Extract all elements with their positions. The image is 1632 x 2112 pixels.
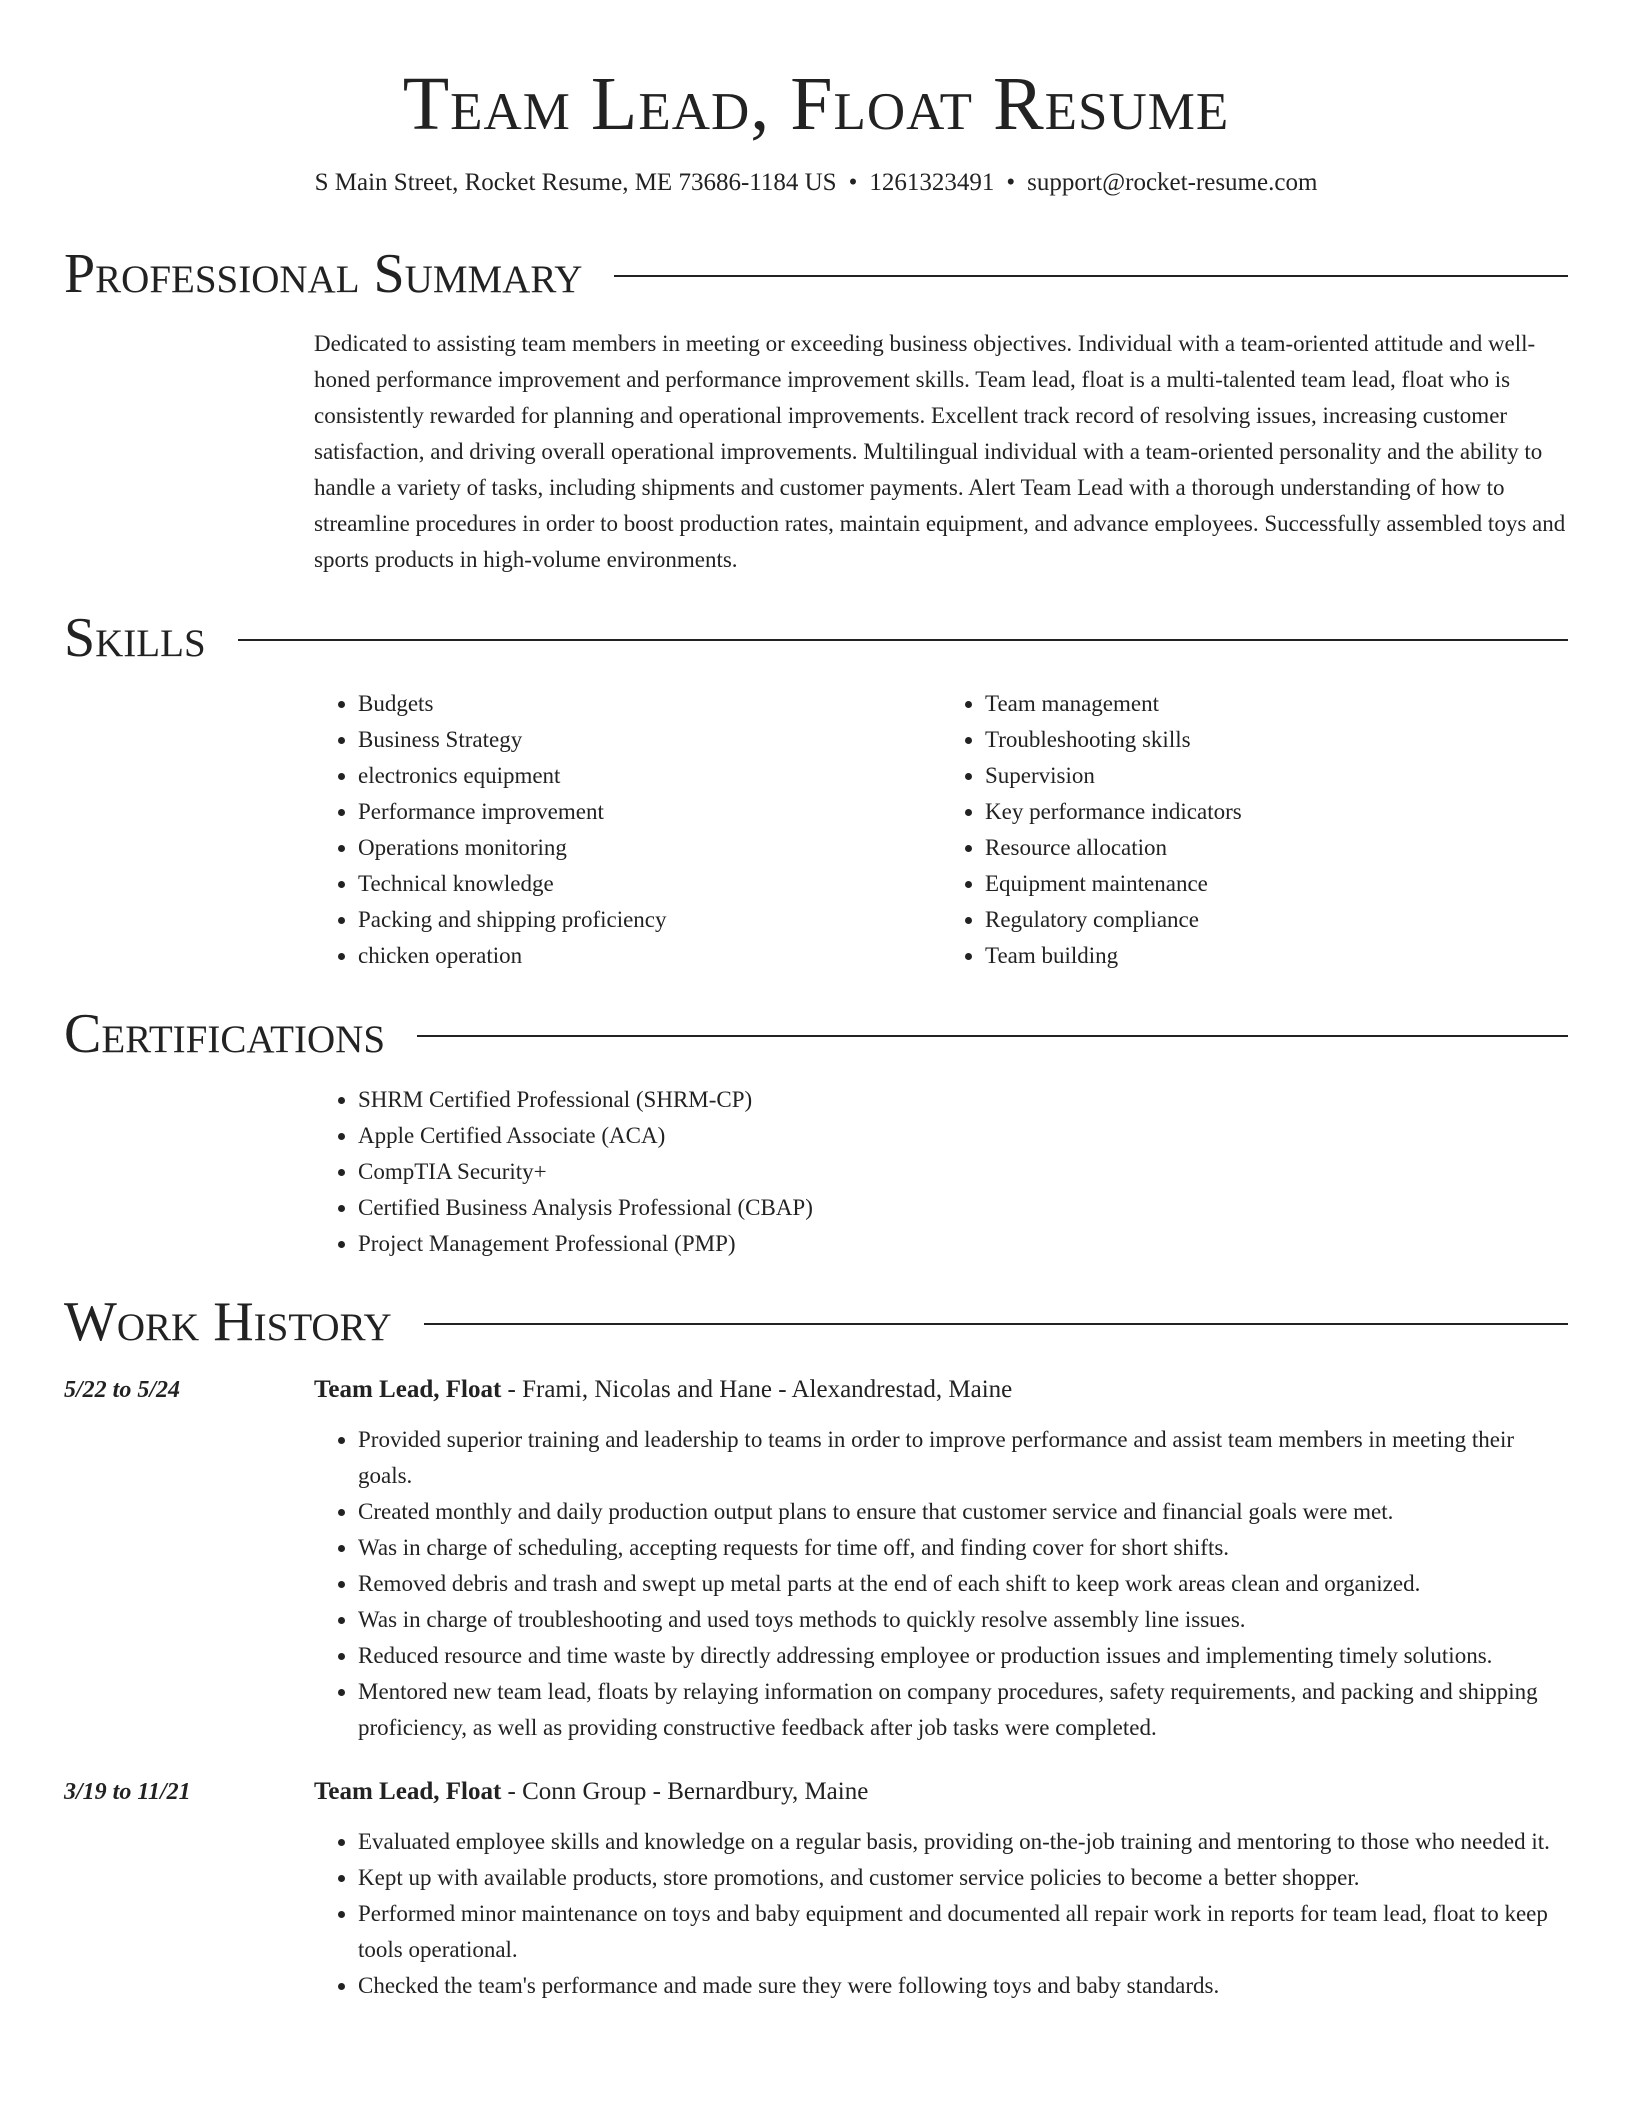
- skill-item: • electronics equipment: [358, 758, 941, 794]
- job-bullets: [314, 1422, 1568, 1746]
- job-main: [314, 1372, 1568, 1746]
- skill-item: • Technical knowledge: [358, 866, 941, 902]
- contact-separator: •: [1006, 169, 1016, 196]
- certification-item: • CompTIA Security+: [358, 1154, 1568, 1190]
- contact-email[interactable]: support@rocket-resume.com: [1027, 169, 1318, 196]
- job-employer-location: - Frami, Nicolas and Hane - Alexandrestad, Maine: [501, 1376, 1013, 1403]
- skill-item: • Team management: [985, 686, 1568, 722]
- job-entry: [64, 1372, 1568, 1746]
- skill-item: • Packing and shipping proficiency: [358, 902, 941, 938]
- skills-section-header: [64, 606, 1568, 670]
- skill-item: • Performance improvement: [358, 794, 941, 830]
- skill-item: • Budgets: [358, 686, 941, 722]
- job-bullet: • Performed minor maintenance on toys and baby equipment and documented all repair work in reports for team lead, float to keep tools operational.: [358, 1896, 1568, 1968]
- summary-heading: Professional Summary: [64, 243, 583, 305]
- job-dates: 5/22 to 5/24: [64, 1377, 181, 1403]
- page-title: Team Lead, Float Resume: [402, 62, 1230, 146]
- certifications-heading: Certifications: [64, 1003, 386, 1065]
- job-bullet: • Was in charge of troubleshooting and used toys methods to quickly resolve assembly line issues.: [358, 1602, 1568, 1638]
- skills-list-left: [314, 686, 941, 974]
- work-history-section-header: [64, 1290, 1568, 1354]
- work-history-heading: Work History: [64, 1291, 392, 1353]
- section-divider: [417, 1035, 1568, 1037]
- contact-address: S Main Street, Rocket Resume, ME 73686-1184 US: [314, 169, 837, 196]
- skill-item: • chicken operation: [358, 938, 941, 974]
- contact-phone: 1261323491: [869, 169, 995, 196]
- contact-line: [64, 168, 1568, 198]
- job-bullet: • Created monthly and daily production output plans to ensure that customer service and financial goals were met.: [358, 1494, 1568, 1530]
- skill-item: • Resource allocation: [985, 830, 1568, 866]
- job-employer-location: - Conn Group - Bernardbury, Maine: [501, 1778, 869, 1805]
- certifications-section-header: [64, 1002, 1568, 1066]
- skill-item: • Key performance indicators: [985, 794, 1568, 830]
- skill-item: • Business Strategy: [358, 722, 941, 758]
- job-title: Team Lead, Float: [314, 1778, 502, 1805]
- job-entry: [64, 1774, 1568, 2004]
- skill-item: • Regulatory compliance: [985, 902, 1568, 938]
- job-bullet: • Provided superior training and leadership to teams in order to improve performance and assist team members in meeting their goals.: [358, 1422, 1568, 1494]
- job-heading: [314, 1774, 1568, 1810]
- certification-item: • SHRM Certified Professional (SHRM-CP): [358, 1082, 1568, 1118]
- job-bullet: • Mentored new team lead, floats by relaying information on company procedures, safety requirements, and packing and shipping proficiency, as well as providing constructive feedback after job tasks were completed.: [358, 1674, 1568, 1746]
- skills-columns: [314, 686, 1568, 974]
- job-bullet: • Removed debris and trash and swept up metal parts at the end of each shift to keep work areas clean and organized.: [358, 1566, 1568, 1602]
- certification-item: • Certified Business Analysis Professional (CBAP): [358, 1190, 1568, 1226]
- contact-separator: •: [848, 169, 858, 196]
- job-bullet: • Reduced resource and time waste by directly addressing employee or production issues and implementing timely solutions.: [358, 1638, 1568, 1674]
- certifications-list: [314, 1082, 1568, 1262]
- summary-text: Dedicated to assisting team members in meeting or exceeding business objectives. Individual with a team-oriented attitude and well-honed performance improvement and performance improvement skills. Team lead, float is a multi-talented team lead, float who is consistently rewarded for planning and operational improvements. Excellent track record of resolving issues, increasing customer satisfaction, and driving overall operational improvements. Multilingual individual with a team-oriented personality and the ability to handle a variety of tasks, including shipments and customer payments. Alert Team Lead with a thorough understanding of how to streamline procedures in order to boost production rates, maintain equipment, and advance employees. Successfully assembled toys and sports products in high-volume environments.: [314, 331, 1566, 572]
- job-bullet: • Evaluated employee skills and knowledge on a regular basis, providing on-the-job training and mentoring to those who needed it.: [358, 1824, 1568, 1860]
- job-bullet: • Kept up with available products, store promotions, and customer service policies to become a better shopper.: [358, 1860, 1568, 1896]
- skill-item: • Team building: [985, 938, 1568, 974]
- skill-item: • Equipment maintenance: [985, 866, 1568, 902]
- job-main: [314, 1774, 1568, 2004]
- skill-item: • Troubleshooting skills: [985, 722, 1568, 758]
- certification-item: • Apple Certified Associate (ACA): [358, 1118, 1568, 1154]
- certification-item: • Project Management Professional (PMP): [358, 1226, 1568, 1262]
- job-bullet: • Was in charge of scheduling, accepting requests for time off, and finding cover for short shifts.: [358, 1530, 1568, 1566]
- job-dates: 3/19 to 11/21: [64, 1779, 191, 1805]
- job-title: Team Lead, Float: [314, 1376, 502, 1403]
- skills-heading: Skills: [64, 607, 206, 669]
- skill-item: • Supervision: [985, 758, 1568, 794]
- summary-section-header: [64, 242, 1568, 306]
- job-heading: [314, 1372, 1568, 1408]
- skills-list-right: [941, 686, 1568, 974]
- section-divider: [238, 639, 1568, 641]
- skill-item: • Operations monitoring: [358, 830, 941, 866]
- section-divider: [424, 1323, 1568, 1325]
- job-bullets: [314, 1824, 1568, 2004]
- job-bullet: • Checked the team's performance and made sure they were following toys and baby standards.: [358, 1968, 1568, 2004]
- section-divider: [614, 275, 1568, 277]
